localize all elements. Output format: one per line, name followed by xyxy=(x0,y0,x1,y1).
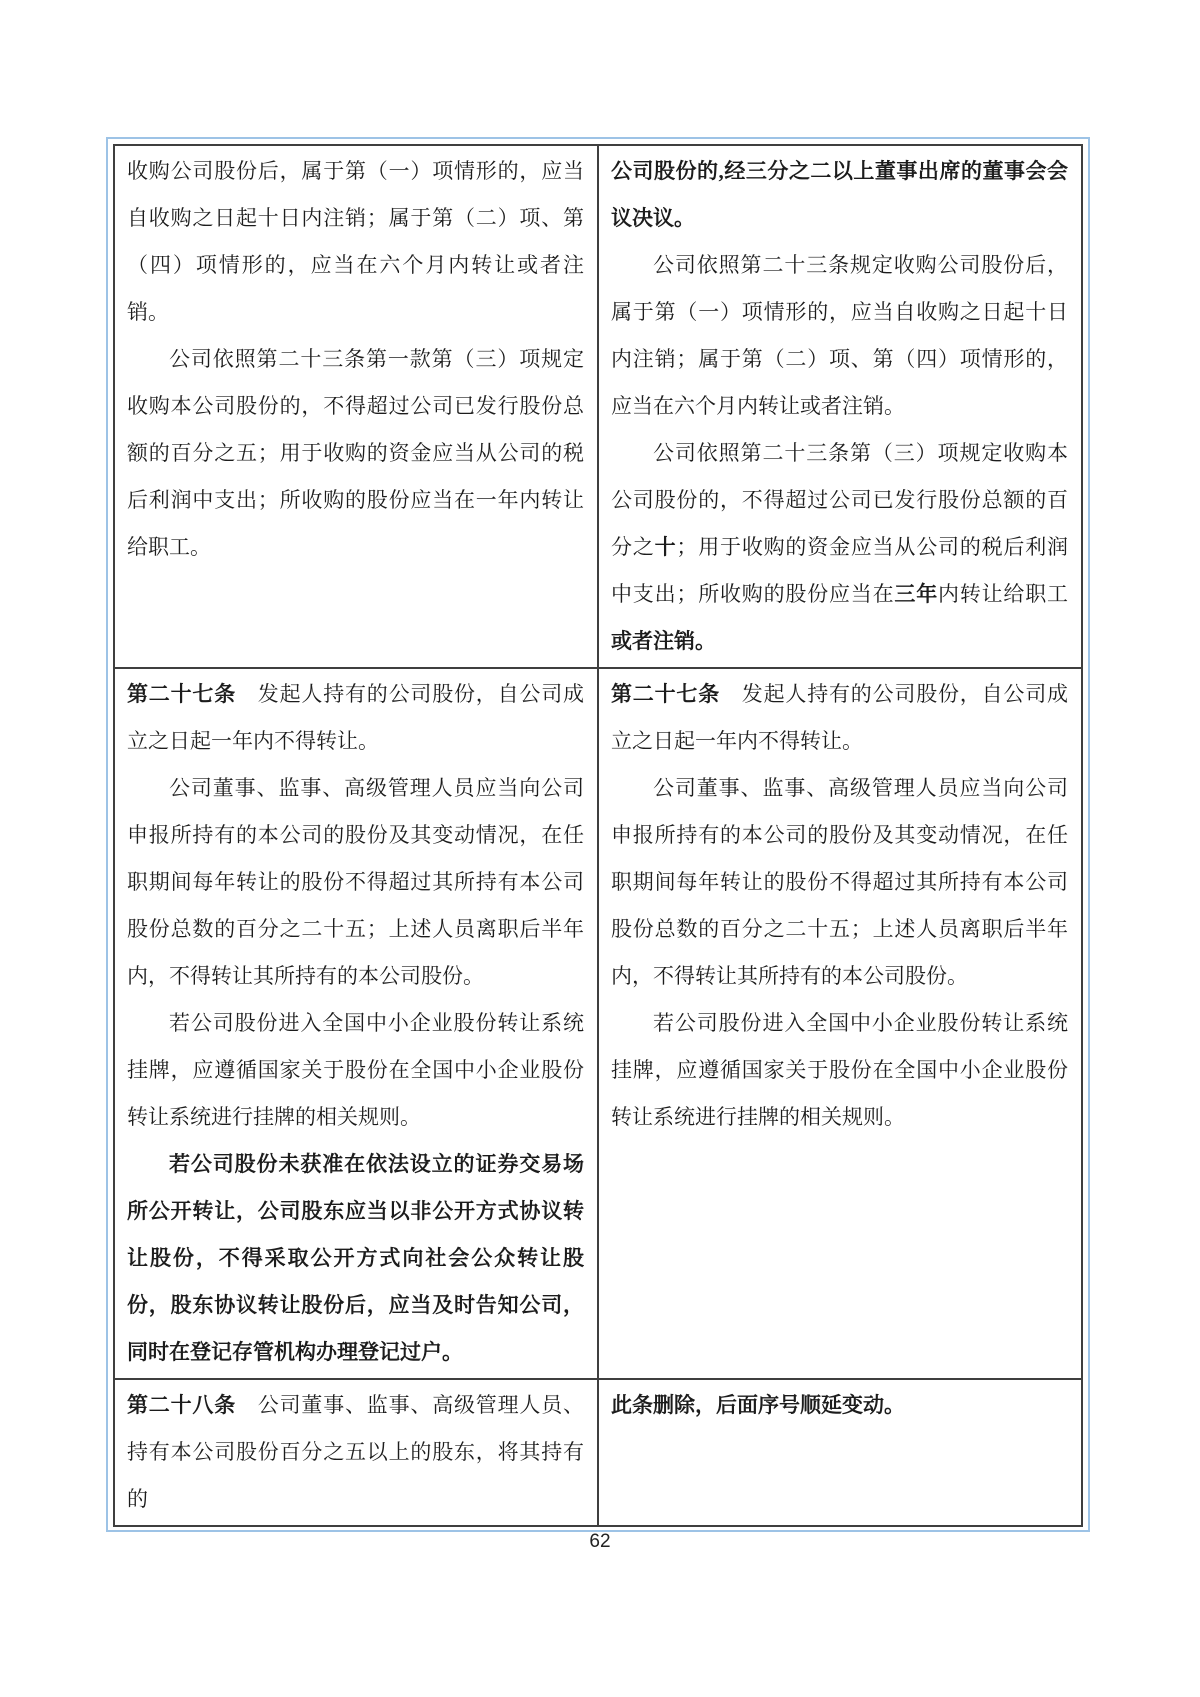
revised-clause-cell xyxy=(598,145,1082,668)
clause-comparison-table xyxy=(113,144,1083,1527)
original-clause-cell xyxy=(114,1379,598,1526)
clause-paragraph: 公司依照第二十三条第（三）项规定收购本公司股份的，不得超过公司已发行股份总额的百分之十；用于收购的资金应当从公司的税后利润中支出；所收购的股份应当在三年内转让给职工或者注销。 xyxy=(611,441,1069,653)
clause-paragraph: 收购公司股份后，属于第（一）项情形的，应当自收购之日起十日内注销；属于第（二）项、第（四）项情形的，应当在六个月内转让或者注销。 xyxy=(127,159,584,324)
comparison-table-frame xyxy=(106,137,1090,1532)
clause-paragraph: 此条删除，后面序号顺延变动。 xyxy=(611,1393,905,1417)
clause-paragraph: 第二十七条 发起人持有的公司股份，自公司成立之日起一年内不得转让。 xyxy=(127,682,584,753)
clause-paragraph: 公司股份的,经三分之二以上董事出席的董事会会议决议。 xyxy=(611,159,1068,230)
clause-paragraph: 第二十七条 发起人持有的公司股份，自公司成立之日起一年内不得转让。 xyxy=(611,682,1068,753)
clause-paragraph: 第二十八条 公司董事、监事、高级管理人员、持有本公司股份百分之五以上的股东，将其持有的 xyxy=(127,1393,584,1511)
clause-paragraph: 公司董事、监事、高级管理人员应当向公司申报所持有的本公司的股份及其变动情况，在任职期间每年转让的股份不得超过其所持有本公司股份总数的百分之二十五；上述人员离职后半年内，不得转让其所持有的本公司股份。 xyxy=(127,776,584,988)
clause-paragraph: 公司依照第二十三条规定收购公司股份后，属于第（一）项情形的，应当自收购之日起十日内注销；属于第（二）项、第（四）项情形的，应当在六个月内转让或者注销。 xyxy=(611,253,1068,418)
revised-clause-cell xyxy=(598,1379,1082,1526)
clause-paragraph: 若公司股份进入全国中小企业股份转让系统挂牌，应遵循国家关于股份在全国中小企业股份转让系统进行挂牌的相关规则。 xyxy=(127,1011,584,1129)
page-number: 62 xyxy=(589,1531,611,1552)
original-clause-cell xyxy=(114,668,598,1379)
clause-paragraph: 若公司股份未获准在依法设立的证券交易场所公开转让，公司股东应当以非公开方式协议转让股份，不得采取公开方式向社会公众转让股份，股东协议转让股份后，应当及时告知公司，同时在登记存管机构办理登记过户。 xyxy=(127,1152,584,1364)
table-row xyxy=(114,668,1082,1379)
clause-paragraph: 公司董事、监事、高级管理人员应当向公司申报所持有的本公司的股份及其变动情况，在任职期间每年转让的股份不得超过其所持有本公司股份总数的百分之二十五；上述人员离职后半年内，不得转让其所持有的本公司股份。 xyxy=(611,776,1068,988)
clause-paragraph: 若公司股份进入全国中小企业股份转让系统挂牌，应遵循国家关于股份在全国中小企业股份转让系统进行挂牌的相关规则。 xyxy=(611,1011,1068,1129)
table-row xyxy=(114,1379,1082,1526)
clause-paragraph: 公司依照第二十三条第一款第（三）项规定收购本公司股份的，不得超过公司已发行股份总额的百分之五；用于收购的资金应当从公司的税后利润中支出；所收购的股份应当在一年内转让给职工。 xyxy=(127,347,584,559)
revised-clause-cell xyxy=(598,668,1082,1379)
table-row xyxy=(114,145,1082,668)
original-clause-cell xyxy=(114,145,598,668)
